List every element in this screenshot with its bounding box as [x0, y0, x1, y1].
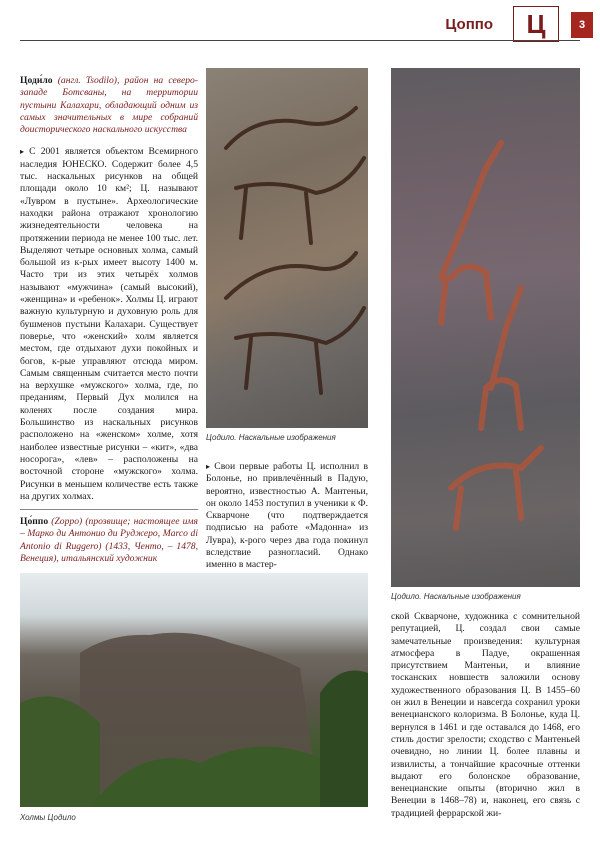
image1-caption: Цодило. Наскальные изображения — [206, 433, 336, 442]
image3-caption: Холмы Цодило — [20, 813, 76, 822]
entry-zoppo-body-part1 — [206, 461, 368, 572]
entry-tsodilo-text: С 2001 является объектом Всемирного наследия ЮНЕСКО. Содержит более 4,5 тыс. наскальных рисунков на общей площади около 10 км²; Ц. называют «Лувром в пустыне». Археологические находки района отражают хронологию жизнедеятельности человека на протяжении периода не менее 100 тыс. лет. Выделяют четыре основных холма, самый большой из к-рых имеет высоту 1400 м. Часто три из этих четырёх холмов называют «мужчина» (самый высокий), «женщина» и «ребенок». Холмы Ц. играют важную культурную и духовную роль для бушменов пустыни Калахари. Существует поверье, что «женский» холм является местом, где отдыхают духи покойных и богов, к-рые управляют отсюда миром. Самым священным считается место почти на верхушке «мужского» холма, где, по преданиям, Первый Дух молился на коленях после создания мира. Большинство из наскальных рисунков расположено на «женском» холме, хотя наиболее известные рисунки – «кит», «два носорога», «лев» – расположены на восточной стороне «мужского» холма. Рисунки в меньшем количестве есть также на других холмах. — [20, 146, 198, 502]
tsodilo-hills-photo — [20, 573, 368, 807]
header-rule — [20, 40, 580, 41]
rock-painting-photo-2 — [391, 68, 580, 587]
rock-painting-drawing — [206, 68, 368, 428]
column-2 — [206, 461, 368, 572]
section-title: Цоппо — [445, 16, 493, 33]
bullet-icon: ▸ — [206, 462, 211, 471]
image2-caption: Цодило. Наскальные изображения — [391, 592, 521, 601]
section-letter: Ц — [513, 6, 559, 42]
hills-drawing — [20, 573, 368, 807]
column-3 — [391, 611, 580, 820]
giraffe-painting-drawing — [391, 68, 580, 587]
bullet-icon: ▸ — [20, 147, 25, 157]
entry-tsodilo-headword: Цоди́ло — [20, 75, 53, 86]
entry-zoppo-text-1: Свои первые работы Ц. исполнил в Болонье, но привлечённый в Падую, вероятно, известностью А. Мантеньи, он около 1453 поступил в ученики к Ф. Скварчоне (что подтверждается подписью на работе «Мадонна» из Лувра), к-рого через два года покинул вследствие разногласий. Однако именно в мастер- — [206, 461, 368, 571]
entry-tsodilo-head — [20, 75, 198, 136]
entry-tsodilo-definition: (англ. Tsodilo), район на северо-западе Ботсваны, на территории пустыни Калахари, обладающий одним из самых значительных в мире собраний доисторического наскального искусства — [20, 75, 198, 136]
entry-tsodilo-body — [20, 146, 198, 503]
column-1 — [20, 75, 198, 575]
entry-zoppo-head — [20, 516, 198, 565]
entry-zoppo-body-part2: ской Скварчоне, художника с сомнительной репутацией, Ц. создал свои самые замечательные произведения: культурная атмосфера в Падуе, окрашенная присутствием Мантеньи, и влияние тосканских новшеств заложили основу художественного образования Ц. В 1455–60 он жил в Венеции и навсегда сохранил уроки венецианского колоризма. В Болонье, куда Ц. вернулся в 1461 и где оставался до 1468, его стиль достиг зрелости; сходство с Мантеньей очевидно, но линии Ц. более плавны и извилисты, а тончайшие красочные оттенки выдают его болонское образование, венецианские опыты (вторично жил в Венеции в 1468–78) и, наконец, его связь с традицией феррарской жи- — [391, 611, 580, 819]
entry-zoppo-headword: Цо́ппо — [20, 516, 49, 528]
entry-divider — [20, 509, 198, 510]
page-number: 3 — [571, 12, 593, 38]
rock-painting-photo-1 — [206, 68, 368, 428]
entry-zoppo-definition: (Zoppo) (прозвище; настоящее имя – Марко ди Антонио ди Руджеро, Marco di Antonio di Ruggero) (1433, Ченто, – 1478, Венеция), итальянский художник — [20, 516, 198, 564]
